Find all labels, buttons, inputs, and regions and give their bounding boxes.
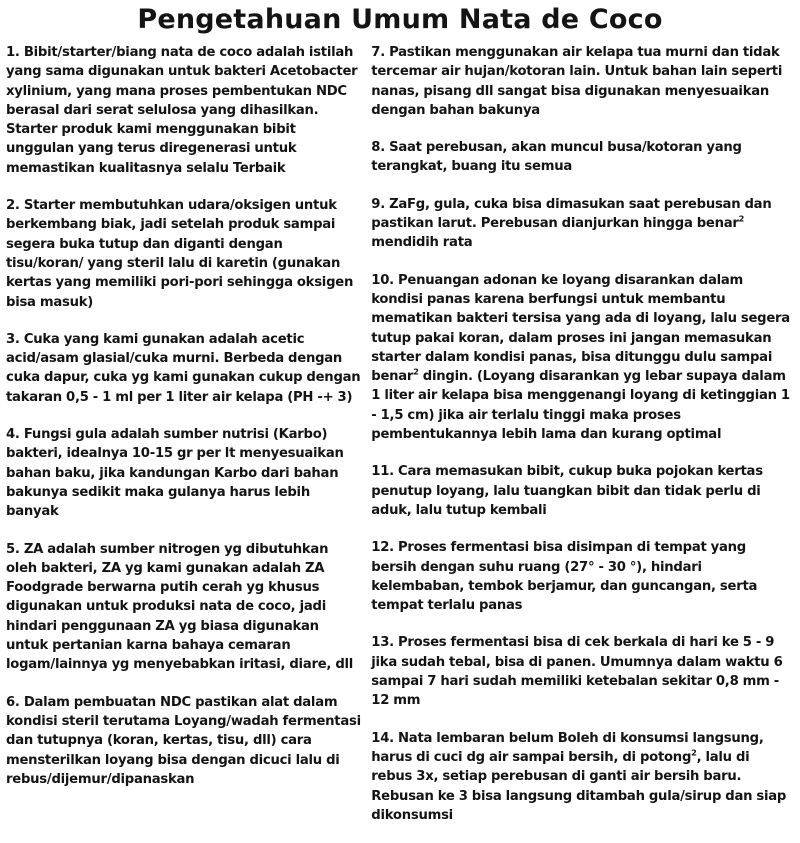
list-item: 11. Cara memasukan bibit, cukup buka pojokan kertas penutup loyang, lalu tuangkan bibit dan tidak perlu di aduk, lalu tutup kembali (371, 464, 763, 518)
superscript-marker: 2 (691, 747, 697, 758)
list-item (371, 729, 794, 825)
superscript-marker: 2 (413, 366, 419, 377)
list-item: 5. ZA adalah sumber nitrogen yg dibutuhkan oleh bakteri, ZA yg kami gunakan adalah ZA Foodgrade berwarna putih cerah yg khusus digunakan untuk produksi nata de coco, jadi hindari penggunaan ZA yg biasa digunakan untuk pertanian karna bahaya cemaran logam/lainnya yg menyebabkan iritasi, diare, dll (6, 541, 354, 673)
left-column (6, 43, 371, 789)
list-item: 13. Proses fermentasi bisa di cek berkala di hari ke 5 - 9 jika sudah tebal, bisa di panen. Umumnya dalam waktu 6 sampai 7 hari sudah memiliki ketebalan sekitar 0,8 mm - 12 mm (371, 635, 783, 709)
right-column (371, 43, 794, 843)
list-item: 1. Bibit/starter/biang nata de coco adalah istilah yang sama digunakan untuk bakteri Acetobacter xylinium, yang mana proses pembentukan NDC berasal dari serat selulosa yang dihasilkan. Starter produk kami menggunakan bibit unggulan yang terus diregenerasi untuk memastikan kualitasnya selalu Terbaik (6, 45, 358, 176)
list-item (371, 195, 794, 253)
list-item: 6. Dalam pembuatan NDC pastikan alat dalam kondisi steril terutama Loyang/wadah fermentasi dan tutupnya (koran, kertas, tisu, dll) cara mensterilkan loyang bisa dengan dicuci lalu di rebus/dijemur/dipanaskan (6, 694, 361, 787)
list-item-text-after: , lalu di rebus 3x, setiap perebusan di ganti air bersih baru. Rebusan ke 3 bisa langsung ditambah gula/sirup dan siap dikonsumsi (371, 749, 787, 823)
list-item: 7. Pastikan menggunakan air kelapa tua murni dan tidak tercemar air hujan/kotoran lain. Untuk bahan lain seperti nanas, pisang dll sangat bisa digunakan menyesuaikan dengan bahan bakunya (371, 45, 783, 118)
two-column-body (0, 43, 800, 843)
list-item-text-before: 9. ZaFg, gula, cuka bisa dimasukan saat perebusan dan pastikan larut. Perebusan dianjurkan hingga benar (371, 196, 772, 232)
page-title: Pengetahuan Umum Nata de Coco (137, 4, 663, 35)
list-item: 3. Cuka yang kami gunakan adalah acetic acid/asam glasial/cuka murni. Berbeda dengan cuka dapur, cuka yg kami gunakan cukup dengan takaran 0,5 - 1 ml per 1 liter air kelapa (PH -+ 3) (6, 331, 361, 405)
list-item: 12. Proses fermentasi bisa disimpan di tempat yang bersih dengan suhu ruang (27° - 30 °), hindari kelembaban, tembok berjamur, dan guncangan, serta tempat terlalu panas (371, 540, 758, 614)
list-item-text-before: 14. Nata lembaran belum Boleh di konsumsi langsung, harus di cuci dg air sampai bersih, di potong (371, 730, 764, 765)
superscript-marker: 2 (738, 213, 745, 224)
list-item: 8. Saat perebusan, akan muncul busa/kotoran yang terangkat, buang itu semua (371, 140, 742, 175)
list-item: 2. Starter membutuhkan udara/oksigen untuk berkembang biak, jadi setelah produk sampai segera buka tutup dan diganti dengan tisu/koran/ yang steril lalu di karetin (gunakan kertas yang memiliki pori-pori sehingga oksigen bisa masuk) (6, 198, 354, 310)
list-item: 4. Fungsi gula adalah sumber nutrisi (Karbo) bakteri, idealnya 10-15 gr per lt menyesuaikan bahan baku, jika kandungan Karbo dari bahan bakunya sedikit maka gulanya harus lebih banyak (6, 427, 344, 520)
list-item-text-after: dingin. (Loyang disarankan yg lebar supaya dalam 1 liter air kelapa bisa menggenangi loyang di ketinggian 1 - 1,5 cm) jika air terlalu tinggi maka proses pembentukannya lebih lama dan kurang optimal (371, 369, 790, 443)
list-item (371, 271, 794, 445)
list-item-text-after: mendidih rata (371, 235, 473, 251)
list-item-text-before: 10. Penuangan adonan ke loyang disarankan dalam kondisi panas karena berfungsi untuk membantu mematikan bakteri tersisa yang ada di loyang, lalu segera tutup pakai koran, dalam proses ini jangan memasukan starter dalam kondisi panas, bisa ditunggu dulu sampai benar (371, 272, 790, 385)
